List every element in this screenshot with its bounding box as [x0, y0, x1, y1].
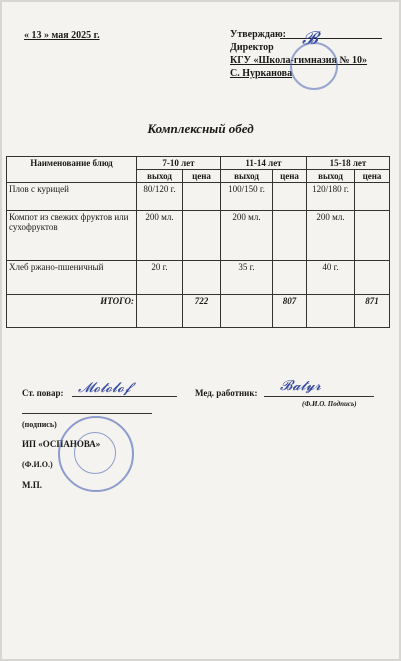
dish-name: Компот из свежих фруктов или сухофруктов	[7, 211, 137, 261]
approve-org: КГУ «Школа-гимназия № 10»	[230, 55, 367, 66]
total-label: ИТОГО:	[7, 295, 137, 328]
yield-cell: 120/180 г.	[307, 183, 355, 211]
header-age-group: 7-10 лет	[137, 157, 221, 170]
price-cell	[355, 261, 390, 295]
ip-stamp	[58, 416, 134, 492]
total-row	[7, 295, 390, 328]
dish-name: Хлеб ржано-пшеничный	[7, 261, 137, 295]
yield-cell: 200 мл.	[307, 211, 355, 261]
total-price: 807	[273, 295, 307, 328]
ip-name: ИП «ОСПАНОВА»	[22, 439, 101, 449]
subheader-price: цена	[355, 170, 390, 183]
table-row	[7, 261, 390, 295]
podpis-line	[22, 413, 152, 414]
table-row	[7, 183, 390, 211]
header-age-group: 15-18 лет	[307, 157, 390, 170]
yield-cell: 100/150 г.	[221, 183, 273, 211]
yield-cell: 40 г.	[307, 261, 355, 295]
subheader-yield: выход	[307, 170, 355, 183]
yield-cell: 35 г.	[221, 261, 273, 295]
medic-caption: (Ф.И.О. Подпись)	[302, 400, 357, 408]
table-row	[7, 211, 390, 261]
podpis-label: (подпись)	[22, 420, 57, 429]
yield-cell: 200 мл.	[137, 211, 183, 261]
header-age-group: 11-14 лет	[221, 157, 307, 170]
yield-cell: 200 мл.	[221, 211, 273, 261]
cook-signature: 𝓜𝓸𝓽𝓸𝓵𝓸𝓯	[78, 380, 131, 396]
page-title: Комплексный обед	[147, 121, 254, 136]
price-cell	[183, 183, 221, 211]
header-dish: Наименование блюд	[7, 157, 137, 183]
price-cell	[355, 211, 390, 261]
approve-signature-line	[280, 38, 382, 39]
approve-name: С. Нурканова	[230, 68, 293, 79]
fio-label: (Ф.И.О.)	[22, 460, 53, 469]
price-cell	[273, 261, 307, 295]
total-empty	[137, 295, 183, 328]
subheader-price: цена	[273, 170, 307, 183]
menu-table	[6, 156, 390, 328]
subheader-yield: выход	[137, 170, 183, 183]
price-cell	[183, 261, 221, 295]
dish-name: Плов с курицей	[7, 183, 137, 211]
yield-cell: 80/120 г.	[137, 183, 183, 211]
total-price: 871	[355, 295, 390, 328]
school-stamp	[290, 42, 338, 90]
medic-label: Мед. работник:	[195, 388, 258, 398]
table-header-row	[7, 157, 390, 170]
director-signature: 𝓑	[302, 28, 318, 49]
total-empty	[307, 295, 355, 328]
cook-signature-line	[72, 396, 177, 397]
cook-label: Ст. повар:	[22, 388, 64, 398]
yield-cell: 20 г.	[137, 261, 183, 295]
price-cell	[273, 211, 307, 261]
total-price: 722	[183, 295, 221, 328]
medic-signature: 𝓑𝓪𝓽𝔂𝓻	[280, 378, 321, 394]
total-empty	[221, 295, 273, 328]
ip-stamp-inner	[74, 432, 116, 474]
price-cell	[355, 183, 390, 211]
subheader-price: цена	[183, 170, 221, 183]
approve-title: Утверждаю:	[230, 29, 286, 40]
price-cell	[183, 211, 221, 261]
price-cell	[273, 183, 307, 211]
medic-signature-line	[264, 396, 374, 397]
document-date: « 13 » мая 2025 г.	[24, 30, 100, 41]
mp-label: М.П.	[22, 480, 42, 490]
subheader-yield: выход	[221, 170, 273, 183]
document-page	[2, 2, 399, 659]
approve-role: Директор	[230, 42, 274, 53]
